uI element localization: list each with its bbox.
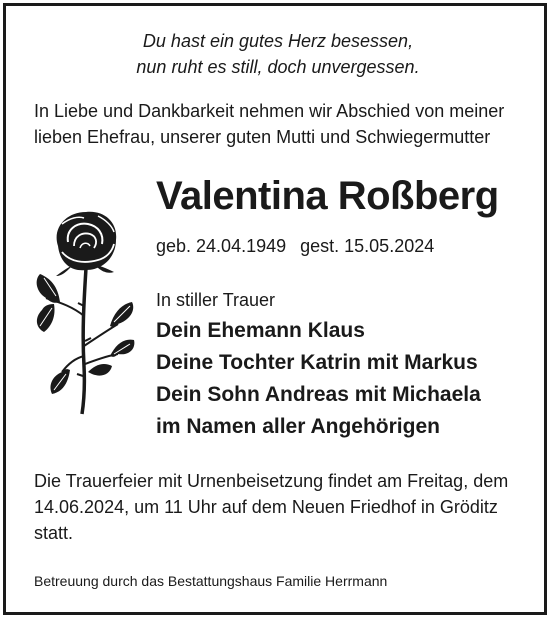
- intro-text: In Liebe und Dankbarkeit nehmen wir Abschied von meiner lieben Ehefrau, unserer guten Mutti und Schwiegermutter: [34, 101, 505, 147]
- mourning-heading: In stiller Trauer: [156, 290, 276, 310]
- mourner-line: Deine Tochter Katrin mit Markus: [156, 351, 478, 374]
- mourners-list: [156, 315, 481, 443]
- funeral-notice: Die Trauerfeier mit Urnenbeisetzung findet am Freitag, dem 14.06.2024, um 11 Uhr auf dem Neuen Friedhof in Gröditz statt.: [34, 471, 509, 543]
- birth-date: geb. 24.04.1949: [156, 236, 287, 256]
- mourner-line: Dein Ehemann Klaus: [156, 319, 365, 342]
- death-date: gest. 15.05.2024: [300, 236, 435, 256]
- funeral-home-credit: Betreuung durch das Bestattungshaus Familie Herrmann: [34, 573, 388, 589]
- mourner-line: Dein Sohn Andreas mit Michaela: [156, 383, 481, 406]
- life-dates: [156, 236, 434, 257]
- poem: [6, 28, 550, 80]
- obituary-frame: [3, 3, 547, 615]
- poem-line-2: nun ruht es still, doch unvergessen.: [136, 57, 420, 77]
- deceased-name: Valentina Roßberg: [156, 174, 499, 218]
- rose-icon: [32, 206, 138, 416]
- mourner-line: im Namen aller Angehörigen: [156, 415, 440, 438]
- poem-line-1: Du hast ein gutes Herz besessen,: [142, 31, 414, 51]
